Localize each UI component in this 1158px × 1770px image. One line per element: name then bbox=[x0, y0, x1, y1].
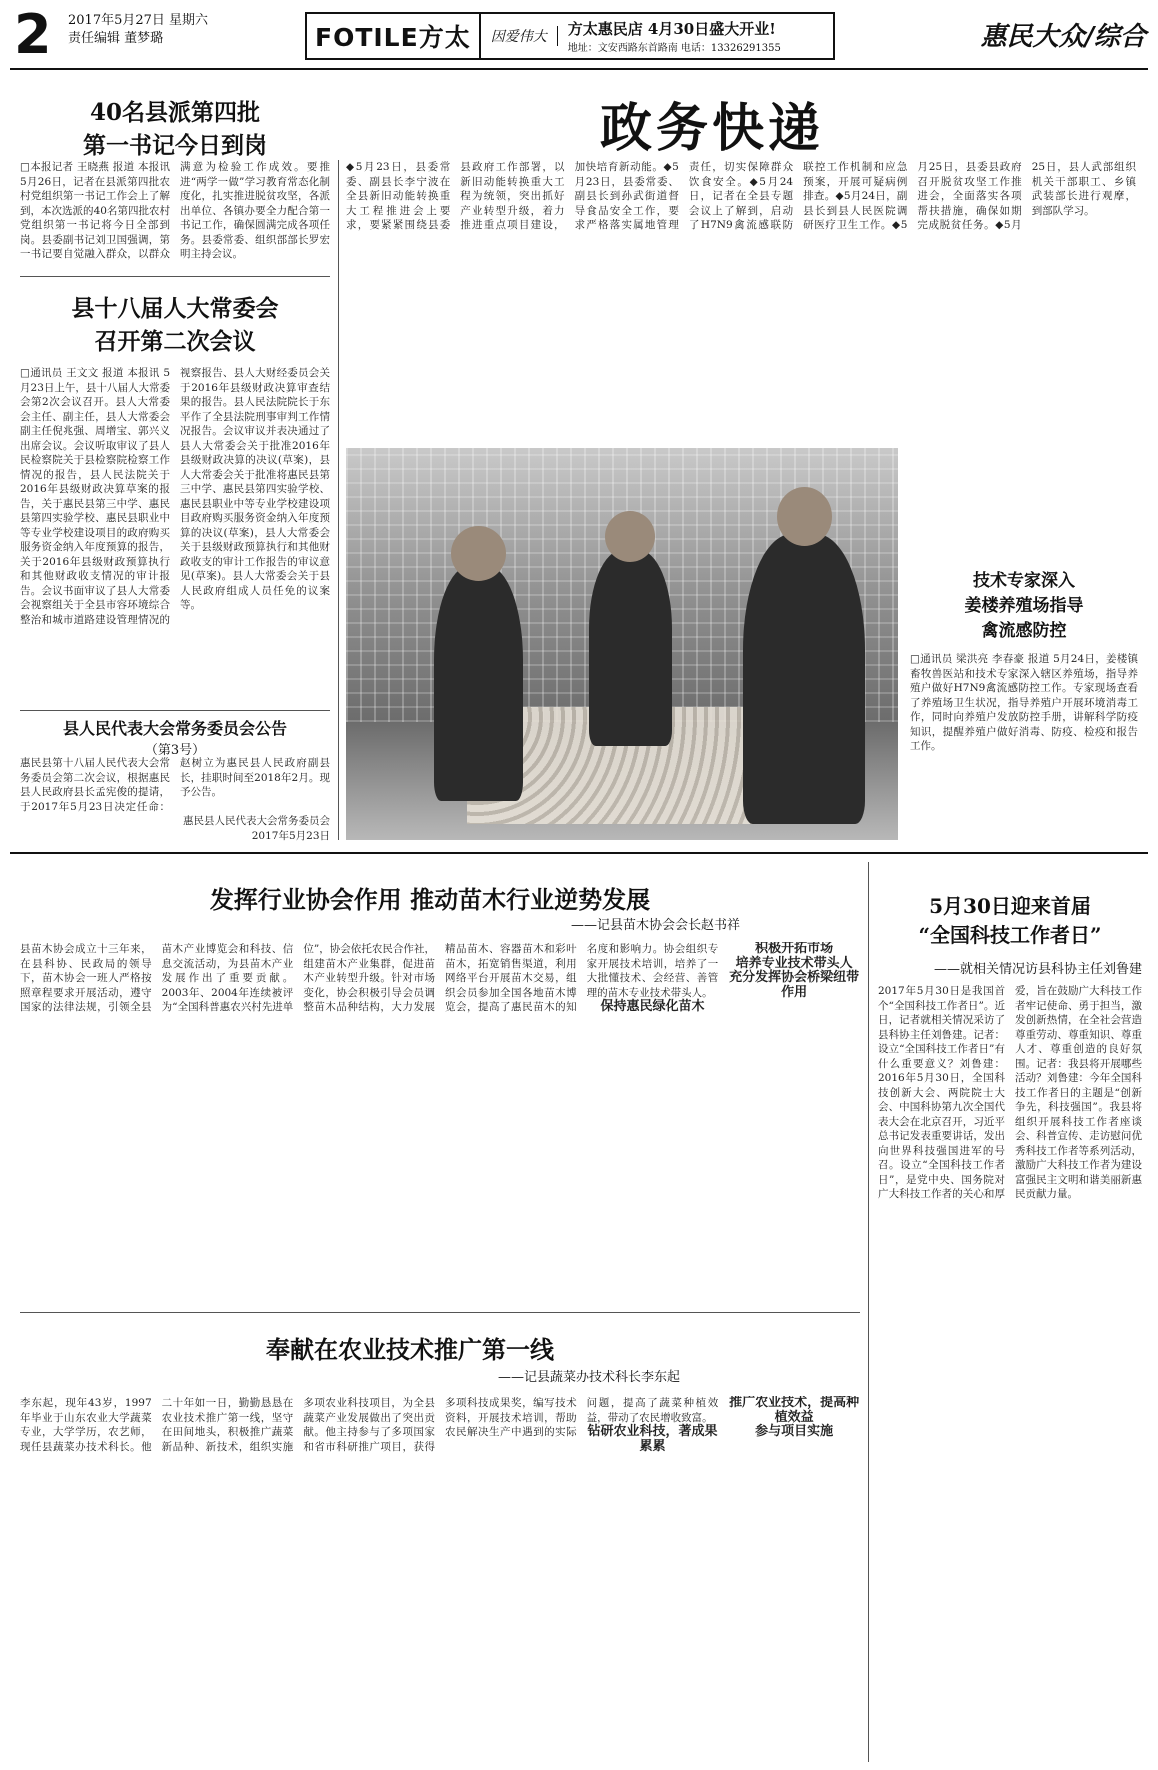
article-nursery bbox=[40, 880, 820, 915]
headline-line-1: 技术专家深入 bbox=[973, 571, 1075, 591]
article-body bbox=[20, 1396, 860, 1752]
announcement bbox=[20, 716, 330, 758]
subtitle: ——记县苗木协会会长赵书祥 bbox=[570, 918, 740, 933]
subheading: 推广农业技术，提高种植效益 bbox=[729, 1396, 860, 1425]
divider bbox=[20, 1312, 860, 1313]
issue-date: 2017年5月27日 星期六 bbox=[68, 13, 209, 28]
person-head bbox=[777, 487, 832, 546]
article-npc-meeting bbox=[20, 290, 330, 356]
headline-line-2: 第一书记今日到岗 bbox=[83, 132, 267, 159]
ad-text bbox=[558, 18, 781, 54]
announcement-title: 县人民代表大会常务委员会公告 bbox=[62, 719, 287, 738]
article-body: □通讯员 王文文 报道 本报讯 5月23日上午，县十八届人大常委会第2次会议召开。县人大常委会主任、副主任，县人大常委会副主任倪兆强、周增宝、郭兴义出席会议。会议听取审议了县人民检察院关于县检察院检察工作情况的报告，县人民法院关于2016年县级财政决算草案的报告，关于惠民县第三中学、惠民县第四实验学校、惠民县职业中等专业学校建设项目的政府购买服务资金纳入年度预算的报告，关于2016年县级财政预算执行和其他财政收支情况的审计报告。会议书面审议了县人大常委会视察组关于全县市容环境综合整治和城市道路建设管理情况的视察报告、县人大财经委员会关于2016年县级财政决算审查结果的报告。县人民法院院长于东平作了全县法院刑事审判工作情况报告。会议审议并表决通过了县人大常委会关于批准2016年县级财政决算的决议(草案)，县人大常委会关于批准将惠民县第三中学、惠民县第四实验学校、惠民县职业中等专业学校建设项目政府购买服务资金纳入年度预算的决议(草案)，县人大常委会关于县级财政预算执行和其他财政收支的审计工作报告的审议意见(草案)。县人大常委会关于县人民政府组成人员任免的议案等。 bbox=[20, 367, 330, 626]
subheading: 培养专业技术带头人 bbox=[735, 955, 853, 971]
announcement-signature bbox=[180, 814, 330, 843]
subheading: 积极开拓市场 bbox=[755, 942, 834, 956]
subheading: 充分发挥协会桥梁纽带作用 bbox=[729, 970, 860, 1000]
headline-line-2: “全国科技工作者日” bbox=[918, 923, 1102, 947]
person-woman bbox=[434, 566, 522, 801]
column-rule bbox=[868, 862, 869, 1762]
article-text: 县苗木协会成立十三年来，在县科协、民政局的领导下，苗木协会一班人严格按照章程要求开展活动，遵守国家的法律法规，引领全县苗木产业博览会和科技、信息交流活动，为县苗木产业发展作出了重要贡献。2003年、2004年连续被评为“全国科普惠农兴村先进单位”，协会依托农民合作社，组建苗木产业集群，促进苗木产业转型升级。针对市场变化，协会积极引导会员调整苗木品种结构，大力发展精品苗木、容器苗木和彩叶苗木，拓宽销售渠道，利用网络平台开展苗木交易，组织会员参加全国各地苗木博览会，提高了惠民苗木的知名度和影响力。协会组织专家开展技术培训，培养了一大批懂技术、会经营、善管理的苗木专业技术带头人。 bbox=[20, 943, 719, 1013]
article-sci-day bbox=[878, 890, 1142, 948]
article-agri bbox=[160, 1330, 660, 1365]
person-head bbox=[605, 511, 655, 562]
article-secretaries bbox=[20, 94, 330, 160]
headline: 发挥行业协会作用 推动苗木行业逆势发展 bbox=[209, 885, 651, 914]
article-poultry bbox=[906, 566, 1142, 641]
person-man bbox=[589, 550, 672, 746]
divider bbox=[20, 710, 330, 711]
headline-line-2: 姜楼养殖场指导 bbox=[964, 596, 1084, 616]
headline-line-1: 县十八届人大常委会 bbox=[71, 295, 279, 322]
headline-line-1: 5月30日迎来首届 bbox=[929, 894, 1091, 918]
section-rule bbox=[10, 852, 1148, 854]
article-body: □本报记者 王晓燕 报道 本报讯 5月26日，记者在县派第四批农村党组织第一书记工作会上了解到，本次选派的40名第四批农村党组织第一书记将今日全部到岗。县委副书记刘卫国强调，第一书记要自觉融入群众，以群众满意为检验工作成效。要推进“两学一做”学习教育常态化制度化，扎实推进脱贫攻坚，各派出单位、各镇办要全力配合第一书记工作，确保圆满完成各项任务。县委常委、组织部部长罗宏明主持会议。 bbox=[20, 161, 330, 260]
advertisement-banner bbox=[305, 12, 835, 60]
divider bbox=[20, 276, 330, 277]
person-expert bbox=[743, 534, 864, 824]
subtitle: ——就相关情况访县科协主任刘鲁建 bbox=[933, 962, 1142, 977]
ad-address: 地址：文安西路东首路南 电话：13326291355 bbox=[567, 43, 781, 54]
announcement-number: （第3号） bbox=[144, 743, 206, 758]
person-head bbox=[451, 526, 506, 581]
headline-line-1: 40名县派第四批 bbox=[89, 99, 260, 126]
subtitle: ——记县蔬菜办技术科长李东起 bbox=[497, 1370, 680, 1385]
ad-title: 方太惠民店 4月30日盛大开业! bbox=[567, 20, 776, 38]
page-editor: 责任编辑 董梦璐 bbox=[68, 31, 164, 46]
signature: 惠民县人民代表大会常务委员会 bbox=[183, 815, 330, 827]
subheading: 参与项目实施 bbox=[755, 1424, 834, 1439]
article-body: 2017年5月30日是我国首个“全国科技工作者日”。近日，记者就相关情况采访了县科协主任刘鲁建。记者：设立“全国科技工作者日”有什么重要意义？刘鲁建：2016年5月30日，全国科技创新大会、两院院士大会、中国科协第九次全国代表大会在北京召开，习近平总书记发表重要讲话，发出向世界科技强国进军的号召。设立“全国科技工作者日”，是党中央、国务院对广大科技工作者的关心和厚爱，旨在鼓励广大科技工作者牢记使命、勇于担当，激发创新热情，在全社会营造尊重劳动、尊重知识、尊重人才、尊重创造的良好氛围。记者：我县将开展哪些活动？刘鲁建：今年全国科技工作者日的主题是“创新争先，科技强国”。我县将组织开展科技工作者座谈会、科普宣传、走访慰问优秀科技工作者等系列活动，激励广大科技工作者为建设富强民主文明和谐美丽新惠民贡献力量。 bbox=[878, 985, 1142, 1200]
ad-slogan: 因爱伟大 bbox=[481, 26, 558, 46]
subheading: 保持惠民绿化苗木 bbox=[600, 999, 705, 1014]
section-title: 惠民大众/综合 bbox=[980, 22, 1146, 52]
poultry-farm-photo bbox=[346, 448, 898, 840]
announcement-body: 惠民县第十八届人民代表大会常务委员会第二次会议，根据惠民县人民政府县长孟宪俊的提请，于2017年5月23日决定任命：赵树立为惠民县人民政府副县长，挂职时间至2018年2月。现予公告。 bbox=[20, 757, 330, 813]
signature-date: 2017年5月23日 bbox=[251, 829, 330, 842]
headline-line-3: 禽流感防控 bbox=[981, 621, 1067, 641]
fotile-logo: FOTILE方太 bbox=[307, 14, 481, 58]
masthead-meta bbox=[68, 12, 208, 48]
headline: 奉献在农业技术推广第一线 bbox=[266, 1335, 554, 1364]
column-rule bbox=[338, 160, 339, 840]
news-briefs: ◆5月23日，县委常委、副县长李宁波在全县新旧动能转换重大工程推进会上要求，要紧紧围绕县委县政府工作部署，以新旧动能转换重大工程为统领，突出抓好产业转型升级，着力推进重点项目建设，加快培育新动能。◆5月23日，县委常委、副县长到孙武街道督导食品安全工作，要求严格落实属地管理责任，切实保障群众饮食安全。◆5月24日，记者在全县专题会议上了解到，启动了H7N9禽流感联防联控工作机制和应急预案，开展可疑病例排查。◆5月24日，副县长到县人民医院调研医疗卫生工作。◆5月25日，县委县政府召开脱贫攻坚工作推进会，全面落实各项帮扶措施，确保如期完成脱贫任务。◆5月25日，县人武部组织机关干部职工、乡镇武装部长进行观摩，到部队学习。 bbox=[346, 161, 1136, 231]
page-number: 2 bbox=[14, 3, 52, 66]
headline-line-2: 召开第二次会议 bbox=[94, 328, 256, 355]
article-body: □通讯员 梁洪亮 李春豪 报道 5月24日，姜楼镇畜牧兽医站和技术专家深入辖区养殖场，指导养殖户做好H7N9禽流感防控工作。专家现场查看了养殖场卫生状况，指导养殖户开展环境消毒工作，同时向养殖户发放防控手册，讲解科学防疫知识，提醒养殖户做好消毒、防疫、检疫和报告工作。 bbox=[910, 653, 1138, 752]
article-text: 李东起，现年43岁，1997年毕业于山东农业大学蔬菜专业，大学学历，农艺师，现任县蔬菜办技术科长。他二十年如一日，勤勤恳恳在农业技术推广第一线，坚守在田间地头，积极推广蔬菜新品种、新技术，组织实施多项农业科技项目，为全县蔬菜产业发展做出了突出贡献。他主持参与了多项国家和省市科研推广项目，获得多项科技成果奖，编写技术资料，开展技术培训，帮助农民解决生产中遇到的实际问题，提高了蔬菜种植效益，带动了农民增收致富。 bbox=[20, 1397, 719, 1453]
subheading: 钻研农业科技，著成果累累 bbox=[587, 1424, 718, 1454]
header-rule bbox=[10, 68, 1148, 70]
banner-title: 政务快递 bbox=[600, 98, 825, 159]
